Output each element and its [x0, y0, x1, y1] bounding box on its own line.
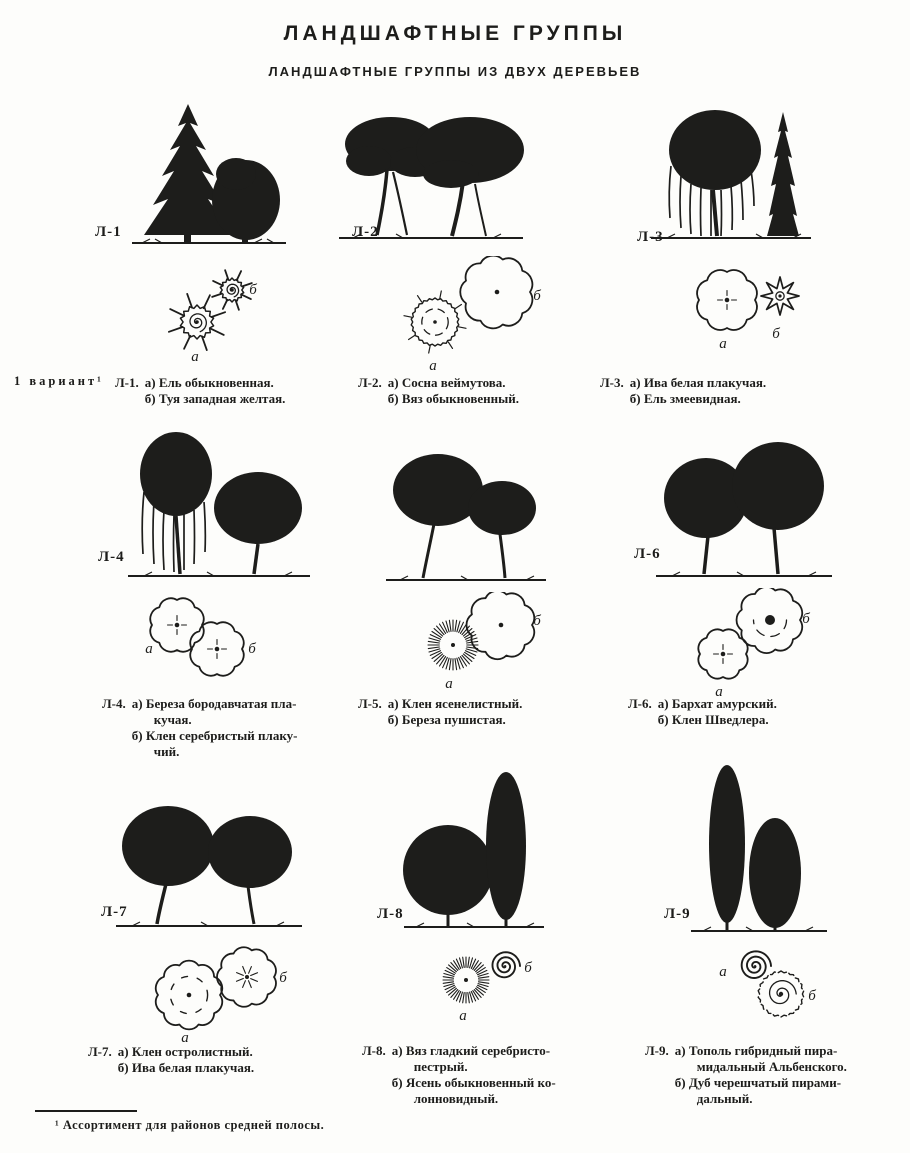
plan-letter: б: [524, 960, 532, 976]
species-a: а) Сосна веймутова.: [387, 375, 506, 390]
ground-line: [404, 923, 544, 927]
group-l2-label: Л-2: [352, 224, 379, 240]
page-subtitle: ЛАНДШАФТНЫЕ ГРУППЫ ИЗ ДВУХ ДЕРЕВЬЕВ: [268, 64, 642, 79]
tree-illustration-l6: [648, 426, 838, 582]
plan-letter: б: [279, 970, 287, 986]
caption-l6-number: Л-6.: [628, 696, 652, 711]
variant-note: 1 вариант¹: [14, 374, 104, 388]
plan-letter: а: [181, 1030, 189, 1046]
caption-l2-number: Л-2.: [358, 375, 382, 390]
plan-diagram-l1: [140, 256, 340, 374]
group-l3-label: Л-3: [637, 229, 664, 245]
plan-diagram-l7: [135, 935, 350, 1050]
caption-l1: [115, 375, 285, 407]
caption-l4: [102, 696, 297, 760]
plan-diagram-l4: [135, 592, 335, 704]
species-b: б) Вяз обыкновенный.: [387, 391, 519, 406]
pine-trunk: [377, 170, 407, 235]
ground-line: [656, 572, 832, 576]
group-l1-label: Л-1: [95, 224, 122, 240]
plan-letter: а: [191, 349, 199, 365]
footnote-rule: [35, 1110, 137, 1112]
page-title: ЛАНДШАФТНЫЕ ГРУППЫ: [283, 22, 627, 45]
elm-globe-silhouette: [403, 825, 493, 926]
weeping-birch-silhouette: [140, 432, 212, 574]
group-l6-label: Л-6: [634, 546, 661, 562]
pyramidal-poplar-silhouette: [709, 765, 745, 930]
norway-maple-silhouette: [122, 806, 214, 924]
group-l7-label: Л-7: [101, 904, 128, 920]
species-a: а) Береза бородавчатая пла-: [131, 696, 297, 711]
species-b: б) Береза пушистая.: [387, 712, 506, 727]
caption-l3-number: Л-3.: [600, 375, 624, 390]
plan-diagram-l2: [385, 256, 605, 376]
species-a: а) Клен остролистный.: [117, 1044, 253, 1059]
plan-letter: а: [459, 1008, 467, 1024]
tree-illustration-l8: [398, 760, 548, 933]
species-b: б) Туя западная желтая.: [144, 391, 286, 406]
caption-l5-number: Л-5.: [358, 696, 382, 711]
ground-line: [339, 234, 523, 238]
pyramidal-oak-silhouette: [749, 818, 801, 930]
downy-birch-silhouette: [468, 481, 536, 578]
species-b: б) Ива белая плакучая.: [117, 1060, 255, 1075]
species-b-cont: дальный.: [696, 1091, 753, 1106]
group-l9-label: Л-9: [664, 906, 691, 922]
caption-l4-number: Л-4.: [102, 696, 126, 711]
ground-line: [691, 927, 827, 931]
plan-diagram-l9: [695, 935, 870, 1047]
caption-l3: [600, 375, 766, 407]
tree-illustration-l9: [683, 758, 833, 936]
species-a-cont: кучая.: [153, 712, 192, 727]
schwedler-maple-silhouette: [732, 442, 824, 574]
caption-l5: [358, 696, 522, 728]
caption-l9: [645, 1043, 847, 1107]
species-a: а) Бархат амурский.: [657, 696, 777, 711]
ground-line: [386, 576, 546, 580]
species-a: а) Ива белая плакучая.: [629, 375, 767, 390]
plan-letter: б: [808, 988, 816, 1004]
snake-spruce-silhouette: [767, 112, 799, 236]
species-b-cont: чий.: [153, 744, 180, 759]
tree-illustration-l5: [378, 436, 553, 586]
plan-diagram-l6: [685, 588, 885, 706]
ground-line: [128, 572, 310, 576]
plan-letter: а: [719, 336, 727, 352]
ground-line: [116, 922, 302, 926]
species-b: б) Клен Шведлера.: [657, 712, 769, 727]
plan-diagram-l8: [420, 935, 595, 1043]
plan-letter: б: [533, 288, 541, 304]
caption-l8: [362, 1043, 556, 1107]
species-b-cont: лонновидный.: [413, 1091, 499, 1106]
footnote: ¹ Ассортимент для районов средней полосы.: [55, 1118, 325, 1132]
species-a: а) Ель обыкновенная.: [144, 375, 274, 390]
species-a: а) Вяз гладкий серебристо-: [391, 1043, 551, 1058]
willow-silhouette: [669, 110, 761, 236]
caption-l7-number: Л-7.: [88, 1044, 112, 1059]
plan-letter: а: [145, 641, 153, 657]
tree-illustration-l4: [118, 420, 318, 586]
species-b: б) Клен серебристый плаку-: [131, 728, 298, 743]
caption-l1-number: Л-1.: [115, 375, 139, 390]
elm-trunk: [452, 182, 486, 236]
plan-letter: а: [719, 964, 727, 980]
plan-diagram-l5: [415, 592, 625, 704]
caption-l8-number: Л-8.: [362, 1043, 386, 1058]
tree-illustration-l2: [333, 104, 528, 247]
tree-illustration-l1: [128, 100, 290, 250]
columnar-ash-silhouette: [486, 772, 526, 926]
plan-letter: б: [248, 641, 256, 657]
tree-illustration-l3: [643, 100, 818, 248]
species-b: б) Ель змеевидная.: [629, 391, 741, 406]
ground-line: [132, 239, 286, 243]
plan-diagram-l3: [670, 258, 850, 370]
plan-letter: б: [249, 282, 257, 298]
plan-letter: а: [715, 684, 723, 700]
plan-letter: а: [445, 676, 453, 692]
group-l8-label: Л-8: [377, 906, 404, 922]
caption-l9-number: Л-9.: [645, 1043, 669, 1058]
species-a: а) Тополь гибридный пира-: [674, 1043, 838, 1058]
white-willow-silhouette: [208, 816, 292, 924]
box-elder-silhouette: [393, 454, 483, 578]
species-b: б) Дуб черешчатый пирами-: [674, 1075, 842, 1090]
species-a: а) Клен ясенелистный.: [387, 696, 523, 711]
plan-letter: б: [772, 326, 780, 342]
elm-silhouette: [416, 117, 524, 188]
group-l4-label: Л-4: [98, 549, 125, 565]
species-a-cont: мидальный Альбенского.: [696, 1059, 847, 1074]
maple-silhouette: [214, 472, 302, 574]
tree-illustration-l7: [108, 770, 308, 930]
species-b: б) Ясень обыкновенный ко-: [391, 1075, 556, 1090]
plan-letter: б: [533, 613, 541, 629]
species-a-cont: пестрый.: [413, 1059, 468, 1074]
caption-l6: [628, 696, 777, 728]
caption-l7: [88, 1044, 254, 1076]
plan-letter: б: [802, 611, 810, 627]
caption-l2: [358, 375, 519, 407]
plan-letter: а: [429, 358, 437, 374]
